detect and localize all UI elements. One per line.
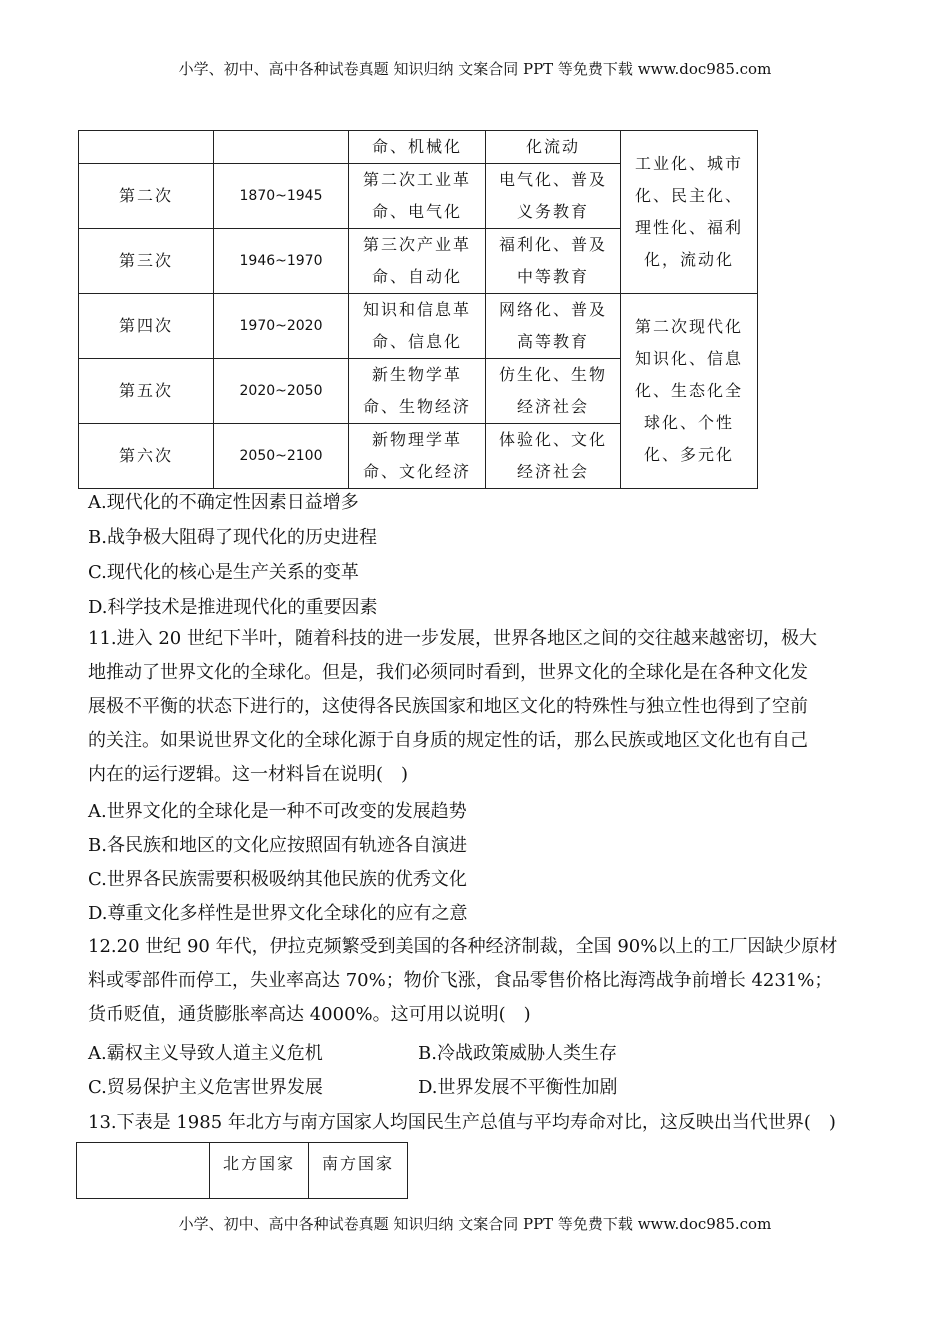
q12-option-d: D.世界发展不平衡性加剧: [418, 1077, 618, 1098]
stage-name: 第四次: [79, 294, 214, 359]
q13-stem: 13.下表是 1985 年北方与南方国家人均国民生产总值与平均寿命对比，这反映出当代世界( ): [88, 1112, 836, 1133]
table-cell: [214, 131, 349, 164]
table-cell: [79, 131, 214, 164]
stage-years: 1970~2020: [214, 294, 349, 359]
q13-table: [76, 1142, 408, 1199]
q11-option-d: D.尊重文化多样性是世界文化全球化的应有之意: [88, 903, 468, 924]
stage-revolution: 新物理学革 命、文化经济: [349, 424, 486, 489]
stage-feature: 体验化、文化 经济社会: [486, 424, 621, 489]
q11-stem: 11.进入 20 世纪下半叶，随着科技的进一步发展，世界各地区之间的交往越来越密切，极大 地推动了世界文化的全球化。但是，我们必须同时看到，世界文化的全球化是在各种文化发 展极不平衡的状态下进行的，这使得各民族国家和地区文化的特殊性与独立性也得到了空前 的关注。如果说世界文化的全球化源于自身质的规定性的话，那么民族或地区文化也有自己 内在的运行逻辑。这一材料旨在说明( ): [88, 628, 817, 785]
q10-option-d: D.科学技术是推进现代化的重要因素: [88, 597, 378, 618]
stage-feature: 电气化、普及 义务教育: [486, 164, 621, 229]
stage-revolution: 知识和信息革 命、信息化: [349, 294, 486, 359]
q10-option-a: A.现代化的不确定性因素日益增多: [88, 492, 359, 513]
page-header: 小学、初中、高中各种试卷真题 知识归纳 文案合同 PPT 等免费下载 www.doc985.com: [178, 60, 772, 78]
stage-years: 1870~1945: [214, 164, 349, 229]
second-modernization-cell: 第二次现代化 知识化、信息 化、生态化全 球化、个性 化、多元化: [621, 294, 758, 489]
stage-name: 第六次: [79, 424, 214, 489]
q12-option-b: B.冷战政策威胁人类生存: [418, 1043, 617, 1064]
stage-revolution: 第二次工业革 命、电气化: [349, 164, 486, 229]
q10-option-b: B.战争极大阻碍了现代化的历史进程: [88, 527, 377, 548]
table-header-south: 南方国家: [309, 1143, 408, 1199]
q12-option-c: C.贸易保护主义危害世界发展: [88, 1077, 323, 1098]
stage-years: 2050~2100: [214, 424, 349, 489]
table-header-blank: [77, 1143, 210, 1199]
stage-revolution: 第三次产业革 命、自动化: [349, 229, 486, 294]
q12-stem: 12.20 世纪 90 年代，伊拉克频繁受到美国的各种经济制裁，全国 90%以上的工厂因缺少原材 料或零部件而停工，失业率高达 70%；物价飞涨，食品零售价格比海湾战争前增长 4231%； 货币贬值，通货膨胀率高达 4000%。这可用以说明( ): [88, 936, 838, 1025]
first-modernization-cell: 工业化、城市 化、民主化、 理性化、福利 化，流动化: [621, 131, 758, 294]
table-cell: 命、机械化: [349, 131, 486, 164]
q12-option-a: A.霸权主义导致人道主义危机: [88, 1043, 323, 1064]
q11-option-c: C.世界各民族需要积极吸纳其他民族的优秀文化: [88, 869, 467, 890]
page-footer: 小学、初中、高中各种试卷真题 知识归纳 文案合同 PPT 等免费下载 www.doc985.com: [178, 1215, 772, 1233]
table-cell: 化流动: [486, 131, 621, 164]
stage-name: 第五次: [79, 359, 214, 424]
q11-option-b: B.各民族和地区的文化应按照固有轨迹各自演进: [88, 835, 467, 856]
q11-option-a: A.世界文化的全球化是一种不可改变的发展趋势: [88, 801, 467, 822]
q10-option-c: C.现代化的核心是生产关系的变革: [88, 562, 359, 583]
stage-feature: 网络化、普及 高等教育: [486, 294, 621, 359]
stage-feature: 福利化、普及 中等教育: [486, 229, 621, 294]
stage-name: 第二次: [79, 164, 214, 229]
stage-years: 1946~1970: [214, 229, 349, 294]
stage-name: 第三次: [79, 229, 214, 294]
stage-feature: 仿生化、生物 经济社会: [486, 359, 621, 424]
table-header-north: 北方国家: [210, 1143, 309, 1199]
stage-revolution: 新生物学革 命、生物经济: [349, 359, 486, 424]
modernization-table: [78, 130, 758, 489]
stage-years: 2020~2050: [214, 359, 349, 424]
